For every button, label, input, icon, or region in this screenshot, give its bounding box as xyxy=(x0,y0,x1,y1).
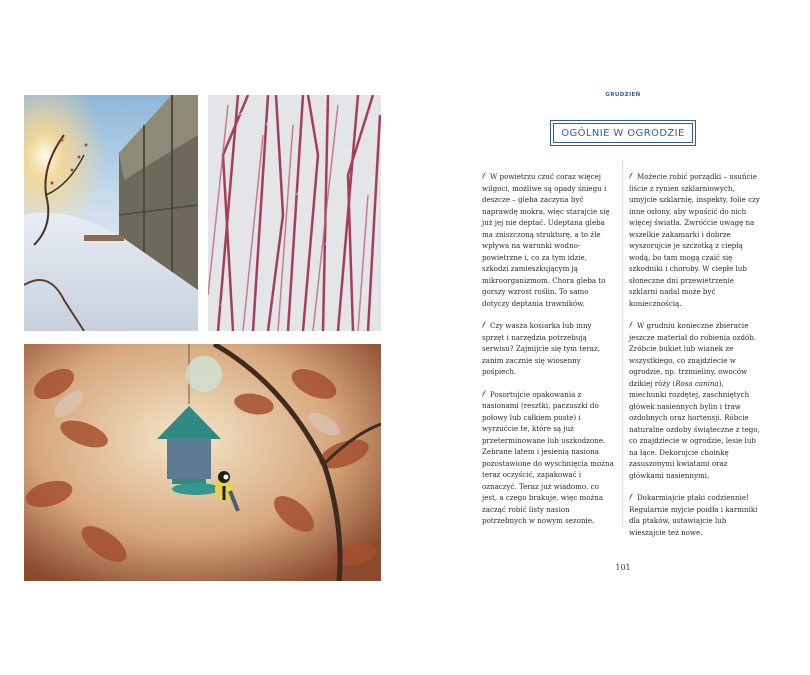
paragraph xyxy=(629,171,763,309)
section-title: OGÓLNIE W OGRODZIE xyxy=(553,123,693,143)
paragraph xyxy=(629,320,763,481)
feather-icon xyxy=(629,493,634,501)
photo-feeder xyxy=(24,344,381,581)
photo-garden xyxy=(24,95,198,331)
paragraph-text: Możecie robić porządki – usuńcie liście z rynien szklarniowych, umyjcie szklarnię, inspekty, folie czy inne osłony, aby wpuścić do nich więcej światła. Zwróćcie uwagę na wszelkie zakamarki i dobrze wyszorujcie je szczotką z ciepłą wodą, bo tam mogą czaić się szkodniki i choroby. W ciepłe lub słoneczne dni przewietrzenie szklarni nadal może być koniecznością. xyxy=(629,172,760,308)
photo-branches xyxy=(208,95,381,331)
paragraph-text: Dokarmiajcie ptaki codziennie! Regularnie myjcie poidła i karmniki dla ptaków, ustawiajcie lub wieszajcie też nowe. xyxy=(629,493,758,537)
column-divider xyxy=(622,160,623,528)
page-number: 101 xyxy=(615,563,631,572)
paragraph-text: Posortujcie opakowania z nasionami (resztki, paczuszki do połowy lub całkiem puste) i wyrzućcie te, które są już przeterminowane lub uszkodzone. Zebrane latem i jesienią nasiona pozostawione do wyschnięcia można teraz oczyścić, zapakować i oznaczyć. Teraz już wiadomo, co jest, a czego brakuje, więc można zacząć robić listy nasion potrzebnych w nowym sezonie. xyxy=(482,389,614,525)
text-column-right xyxy=(629,171,763,549)
feather-icon xyxy=(629,172,634,180)
section-title-frame xyxy=(550,120,696,146)
feather-icon xyxy=(629,321,634,329)
paragraph-text: W grudniu konieczne zbieracie jeszcze materiał do robienia ozdób. Zróbcie bukiet lub wianek ze wszystkiego, co znajdziecie w ogrodzie, np. trzmieliny, owoców dzikiej róży ( xyxy=(629,321,757,388)
month-header: GRUDZIEŃ xyxy=(605,92,641,98)
paragraph xyxy=(629,492,763,538)
feather-icon xyxy=(482,172,487,180)
paragraph xyxy=(482,171,615,309)
paragraph-text: Czy wasza kosiarka lub inny sprzęt i narzędzia potrzebują serwisu? Zajmijcie się tym teraz, zanim zacznie się wiosenny pośpiech. xyxy=(482,321,600,376)
feather-icon xyxy=(482,321,487,329)
latin-plant-name: Rosa canina xyxy=(675,378,719,388)
text-column-left xyxy=(482,171,615,538)
paragraph-text: ), miechunki rozdętej, zaschniętych główek nasiennych bylin i traw ozdobnych oraz hortensji. Róbcie naturalne ozdoby świąteczne z tego, co znajdziecie w ogrodzie, lesie lub na łące. Dekorujcie choinkę zasuszonymi kwiatami oraz główkami nasiennymi. xyxy=(629,378,760,480)
feather-icon xyxy=(482,390,487,398)
paragraph xyxy=(482,320,615,378)
paragraph xyxy=(482,389,615,527)
paragraph-text: W powietrzu czuć coraz więcej wilgoci, możliwe są opady śniegu i deszcze – gleba zaczyna być naprawdę mokra, więc starajcie się już jej nie deptać. Udeptana gleba ma zniszczoną strukturę, a to źle wpływa na warunki wodno-powietrzne i, co za tym idzie, szkodzi zamieszkującym ją mikroorganizmom. Chora gleba to gorszy wzrost roślin. To samo dotyczy deptania trawników. xyxy=(482,172,610,308)
